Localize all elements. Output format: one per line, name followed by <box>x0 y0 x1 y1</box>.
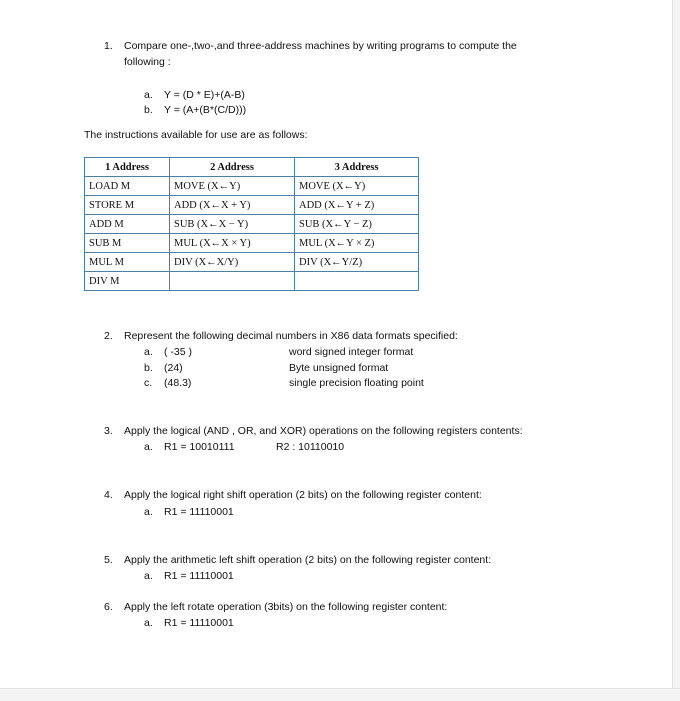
column-header: 2 Address <box>170 158 295 177</box>
q6-item-a <box>144 617 234 629</box>
item-text: Y = (D * E)+(A-B) <box>164 89 245 101</box>
table-row <box>85 272 419 291</box>
column-header: 3 Address <box>295 158 419 177</box>
question-text: Apply the logical right shift operation (2 bits) on the following register content: <box>124 489 482 501</box>
table-cell: DIV (X←X/Y) <box>170 253 295 272</box>
table-cell: MUL (X←Y × Z) <box>295 234 419 253</box>
table-cell: LOAD M <box>85 177 170 196</box>
register-r1: R1 = 11110001 <box>164 570 234 582</box>
item-label: b. <box>144 104 153 116</box>
question-4 <box>104 489 482 501</box>
table-header-row <box>85 158 419 177</box>
question-6 <box>104 601 447 613</box>
register-r2: R2 : 10110010 <box>276 441 345 453</box>
column-header: 1 Address <box>85 158 170 177</box>
table-cell: ADD M <box>85 215 170 234</box>
question-number: 5. <box>104 554 113 566</box>
item-label: c. <box>144 377 153 389</box>
table-cell <box>170 272 295 291</box>
table-cell: SUB (X←X − Y) <box>170 215 295 234</box>
question-text: Apply the logical (AND , OR, and XOR) operations on the following registers contents: <box>124 425 523 437</box>
table-cell: MUL (X←X × Y) <box>170 234 295 253</box>
table-cell: MUL M <box>85 253 170 272</box>
table-row <box>85 196 419 215</box>
instruction-table <box>84 157 419 291</box>
q3-item-a <box>144 441 235 453</box>
item-label: a. <box>144 89 153 101</box>
q5-item-a <box>144 570 234 582</box>
item-label: a. <box>144 346 153 358</box>
q4-item-a <box>144 506 234 518</box>
question-number: 2. <box>104 330 113 342</box>
table-cell: DIV M <box>85 272 170 291</box>
question-text: Compare one-,two-,and three-address machines by writing programs to compute the <box>124 40 517 52</box>
table-row <box>85 177 419 196</box>
table-row <box>85 215 419 234</box>
question-text: Apply the left rotate operation (3bits) on the following register content: <box>124 601 448 613</box>
table-cell: MOVE (X←Y) <box>170 177 295 196</box>
q1-item-a <box>144 89 245 101</box>
item-label: a. <box>144 506 153 518</box>
item-value: (48.3) <box>164 377 192 389</box>
table-cell: STORE M <box>85 196 170 215</box>
question-1 <box>104 40 517 52</box>
q2-item-b-format: Byte unsigned format <box>289 362 389 374</box>
item-value: (24) <box>164 362 183 374</box>
q1-item-b <box>144 104 246 116</box>
question-3 <box>104 425 523 437</box>
question-number: 4. <box>104 489 113 501</box>
register-r1: R1 = 10010111 <box>164 441 235 453</box>
register-r1: R1 = 11110001 <box>164 617 234 629</box>
item-label: a. <box>144 617 153 629</box>
q2-item-a <box>144 346 192 358</box>
table-cell: SUB (X←Y − Z) <box>295 215 419 234</box>
register-r1: R1 = 11110001 <box>164 506 234 518</box>
instructions-intro: The instructions available for use are as follows: <box>84 129 308 141</box>
table-row <box>85 253 419 272</box>
table-row <box>85 234 419 253</box>
table-cell: DIV (X←Y/Z) <box>295 253 419 272</box>
q2-item-a-format: word signed integer format <box>289 346 414 358</box>
question-1-line2: following : <box>124 56 171 68</box>
question-5 <box>104 554 491 566</box>
table-cell: ADD (X←X + Y) <box>170 196 295 215</box>
page-edge-bottom <box>0 688 680 701</box>
table-cell: MOVE (X←Y) <box>295 177 419 196</box>
item-label: a. <box>144 570 153 582</box>
table-cell: SUB M <box>85 234 170 253</box>
question-number: 1. <box>104 40 113 52</box>
page-edge-right <box>672 0 680 700</box>
question-number: 3. <box>104 425 113 437</box>
table-cell: ADD (X←Y + Z) <box>295 196 419 215</box>
q2-item-c <box>144 377 191 389</box>
q2-item-c-format: single precision floating point <box>289 377 424 389</box>
question-text: Apply the arithmetic left shift operation (2 bits) on the following register content: <box>124 554 492 566</box>
q2-item-b <box>144 362 183 374</box>
item-label: a. <box>144 441 153 453</box>
question-text: Represent the following decimal numbers in X86 data formats specified: <box>124 330 458 342</box>
item-text: Y = (A+(B*(C/D))) <box>164 104 247 116</box>
item-label: b. <box>144 362 153 374</box>
table-cell <box>295 272 419 291</box>
item-value: ( -35 ) <box>164 346 193 358</box>
question-2 <box>104 330 458 342</box>
question-number: 6. <box>104 601 113 613</box>
